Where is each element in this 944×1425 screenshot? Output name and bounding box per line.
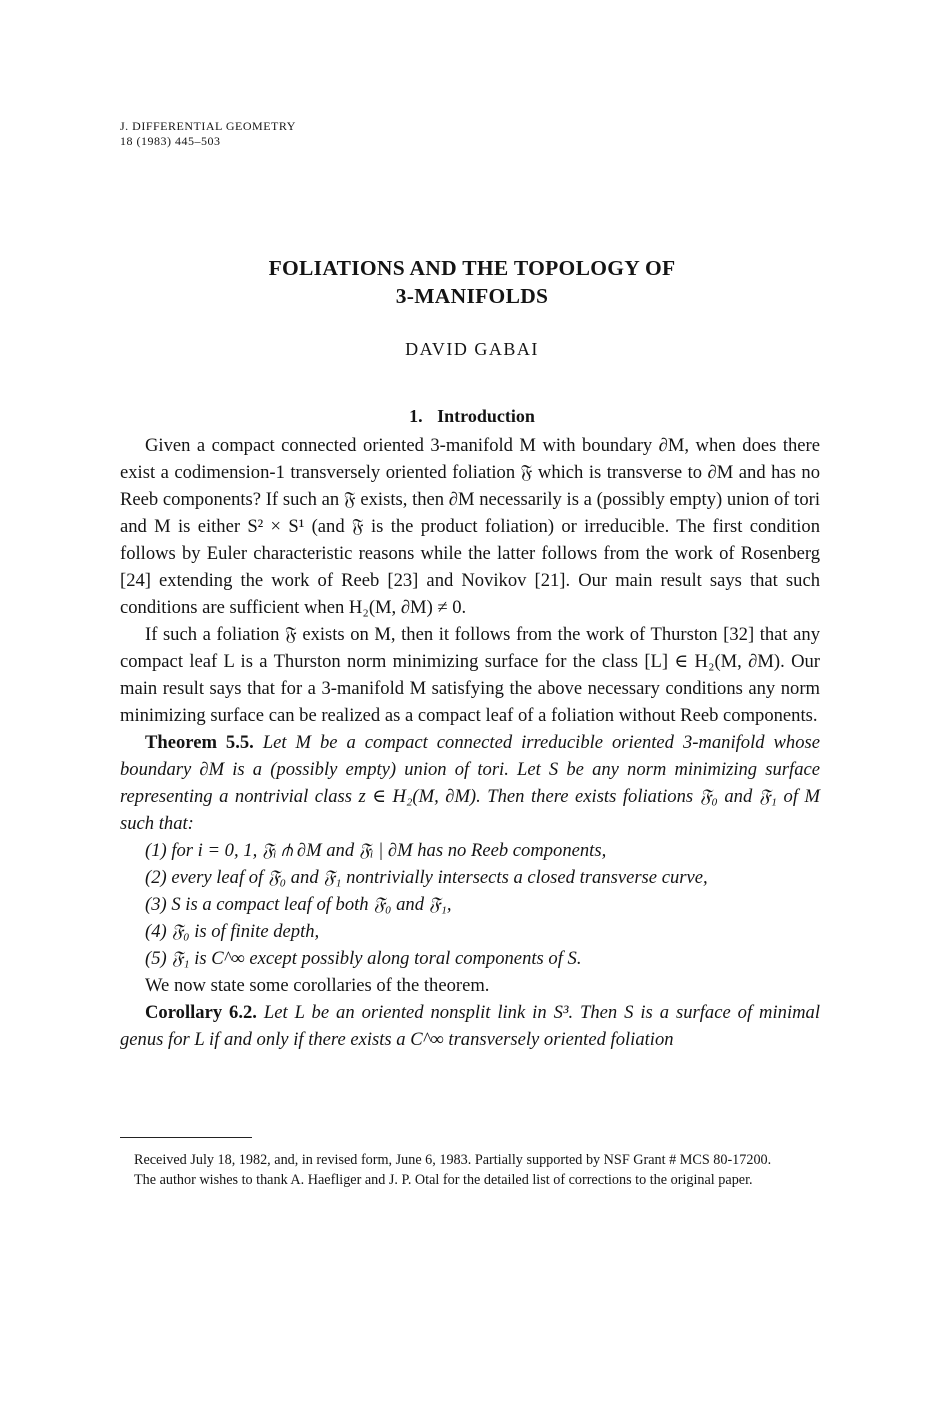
paragraph-1: Given a compact connected oriented 3-manifold M with boundary ∂M, when does there exist a codimension-1 transversely oriented foliation 𝔉 which is transverse to ∂M and has no Reeb components? If such an 𝔉 exists, then ∂M necessarily is a (possibly empty) union of tori and M is either S² × S¹ (and 𝔉 is the product foliation) or irreducible. The first condition follows by Euler characteristic reasons while the latter follows from the work of Rosenberg [24] extending the work of Reeb [23] and Novikov [21]. Our main result says that such conditions are sufficient when H₂(M, ∂M) ≠ 0. — [120, 435, 820, 618]
title-line-1: FOLIATIONS AND THE TOPOLOGY OF — [268, 256, 676, 280]
theorem-label: Theorem 5.5. — [145, 732, 254, 753]
footnote-rule — [120, 1137, 252, 1138]
section-number: 1. — [409, 406, 423, 426]
theorem — [120, 729, 820, 837]
section-title: Introduction — [437, 406, 535, 426]
theorem-item-3: (3) S is a compact leaf of both 𝔉₀ and 𝔉₁, — [145, 894, 452, 915]
theorem-item-5: (5) 𝔉₁ is C^∞ except possibly along toral components of S. — [145, 948, 582, 969]
corollary-label: Corollary 6.2. — [145, 1002, 257, 1023]
title-line-2: 3-MANIFOLDS — [395, 284, 549, 308]
corollary — [120, 999, 820, 1053]
theorem-item-4: (4) 𝔉₀ is of finite depth, — [145, 921, 320, 942]
footnote-1: Received July 18, 1982, and, in revised form, June 6, 1983. Partially supported by NSF Grant # MCS 80-17200. — [134, 1152, 772, 1168]
author-name: DAVID GABAI — [405, 339, 539, 359]
journal-issue: 18 (1983) 445–503 — [120, 134, 221, 148]
body-text — [120, 432, 820, 1053]
paper-title — [0, 254, 944, 310]
section-heading — [0, 406, 944, 427]
paragraph-2: If such a foliation 𝔉 exists on M, then it follows from the work of Thurston [32] that any compact leaf L is a Thurston norm minimizing surface for the class [L] ∈ H₂(M, ∂M). Our main result says that for a 3-manifold M satisfying the above necessary conditions any norm minimizing surface can be realized as a compact leaf of a foliation without Reeb components. — [120, 624, 820, 726]
footnotes — [120, 1150, 820, 1190]
corollary-text: Let L be an oriented nonsplit link in S³. Then S is a surface of minimal genus for L if and only if there exists a C^∞ transversely oriented foliation — [120, 1002, 821, 1050]
journal-header — [120, 119, 296, 149]
theorem-item-2: (2) every leaf of 𝔉₀ and 𝔉₁ nontrivially intersects a closed transverse curve, — [145, 867, 708, 888]
corollaries-intro: We now state some corollaries of the theorem. — [145, 975, 490, 996]
footnote-2: The author wishes to thank A. Haefliger and J. P. Otal for the detailed list of corrections to the original paper. — [134, 1172, 753, 1188]
theorem-text: Let M be a compact connected irreducible oriented 3-manifold whose boundary ∂M is a (possibly empty) union of tori. Let S be any norm minimizing surface representing a nontrivial class z ∈ H₂(M, ∂M). Then there exists foliations 𝔉₀ and 𝔉₁ of M such that: — [120, 732, 821, 834]
journal-name: J. DIFFERENTIAL GEOMETRY — [120, 119, 296, 133]
theorem-item-1: (1) for i = 0, 1, 𝔉ᵢ ⋔ ∂M and 𝔉ᵢ | ∂M has no Reeb components, — [145, 840, 607, 861]
